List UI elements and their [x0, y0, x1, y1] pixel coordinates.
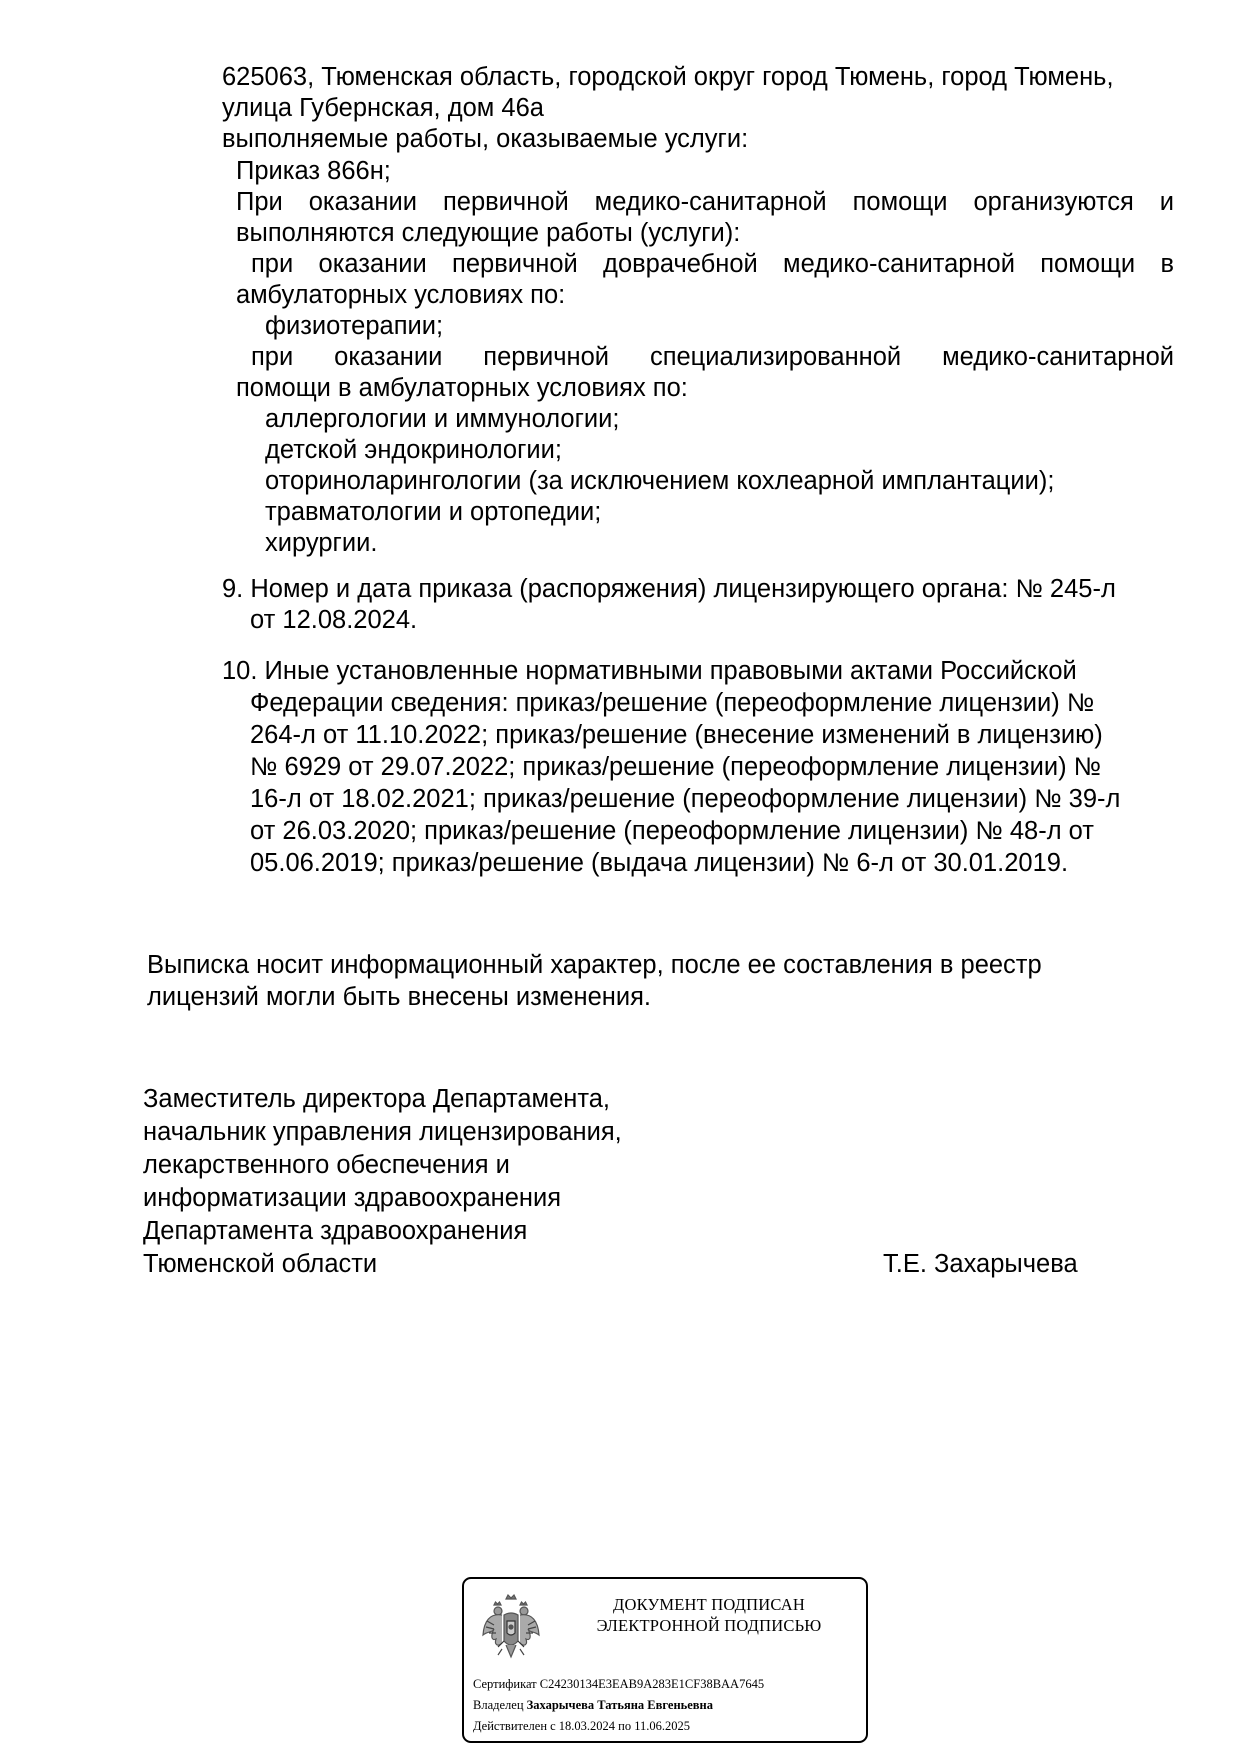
signatory-title-line: Заместитель директора Департамента, [143, 1085, 610, 1113]
item-10-line: № 6929 от 29.07.2022; приказ/решение (переоформление лицензии) № [250, 753, 1102, 781]
specialized-care-line-1: при оказании первичной специализированной медико-санитарной [251, 343, 1174, 371]
prehospital-item: физиотерапии; [265, 312, 444, 340]
specialized-item: аллергологии и иммунологии; [265, 405, 620, 433]
item-10-line: от 26.03.2020; приказ/решение (переоформление лицензии) № 48-л от [250, 817, 1094, 845]
specialized-item: хирургии. [265, 529, 378, 557]
item-10-line: 05.06.2019; приказ/решение (выдача лицензии) № 6-л от 30.01.2019. [250, 849, 1069, 877]
stamp-header-line-2: ЭЛЕКТРОННОЙ ПОДПИСЬЮ [596, 1616, 822, 1635]
item-9-line-1: 9. Номер и дата приказа (распоряжения) лицензирующего органа: № 245-л [222, 575, 1116, 603]
prehospital-care-line-1: при оказании первичной доврачебной медико-санитарной помощи в [251, 250, 1174, 278]
item-9-line-2: от 12.08.2024. [250, 606, 418, 634]
signatory-title-line: лекарственного обеспечения и [143, 1151, 510, 1179]
stamp-owner [473, 1695, 863, 1716]
stamp-validity: Действителен с 18.03.2024 по 11.06.2025 [473, 1719, 691, 1733]
signatory-title-line: Тюменской области [143, 1250, 378, 1278]
signatory-title-line: Департамента здравоохранения [143, 1217, 528, 1245]
signatory-name: Т.Е. Захарычева [883, 1250, 1078, 1278]
disclaimer-line-1: Выписка носит информационный характер, после ее составления в реестр [147, 951, 1042, 979]
disclaimer-line-2: лицензий могли быть внесены изменения. [147, 983, 651, 1011]
primary-care-line-1: При оказании первичной медико-санитарной помощи организуются и [236, 188, 1174, 216]
owner-value: Захарычева Татьяна Евгеньевна [526, 1698, 714, 1712]
item-10-line: 264-л от 11.10.2022; приказ/решение (внесение изменений в лицензию) [250, 721, 1103, 749]
specialized-item: травматологии и ортопедии; [265, 498, 602, 526]
signatory-title-line: информатизации здравоохранения [143, 1184, 562, 1212]
item-10-line: 10. Иные установленные нормативными правовыми актами Российской [222, 657, 1077, 685]
double-headed-eagle-emblem-icon [480, 1591, 542, 1667]
order-reference: Приказ 866н; [236, 157, 391, 185]
works-label: выполняемые работы, оказываемые услуги: [222, 125, 749, 153]
signatory-title-line: начальник управления лицензирования, [143, 1118, 622, 1146]
address-line-1: 625063, Тюменская область, городской округ город Тюмень, город Тюмень, [222, 63, 1114, 91]
specialized-item: оториноларингологии (за исключением кохлеарной имплантации); [265, 467, 1055, 495]
electronic-signature-stamp [462, 1577, 868, 1743]
prehospital-care-line-2: амбулаторных условиях по: [236, 281, 566, 309]
specialized-item: детской эндокринологии; [265, 436, 562, 464]
item-10-line: 16-л от 18.02.2021; приказ/решение (переоформление лицензии) № 39-л [250, 785, 1121, 813]
stamp-details [473, 1674, 863, 1737]
primary-care-line-2: выполняются следующие работы (услуги): [236, 219, 741, 247]
specialized-care-line-2: помощи в амбулаторных условиях по: [236, 374, 688, 402]
stamp-header [564, 1594, 854, 1636]
certificate-value: C24230134E3EAB9A283E1CF38BAA7645 [539, 1677, 765, 1691]
stamp-header-line-1: ДОКУМЕНТ ПОДПИСАН [613, 1595, 805, 1614]
certificate-label: Сертификат [473, 1677, 537, 1691]
address-line-2: улица Губернская, дом 46а [222, 94, 544, 122]
item-10-line: Федерации сведения: приказ/решение (переоформление лицензии) № [250, 689, 1095, 717]
owner-label: Владелец [473, 1698, 524, 1712]
stamp-certificate [473, 1674, 863, 1695]
